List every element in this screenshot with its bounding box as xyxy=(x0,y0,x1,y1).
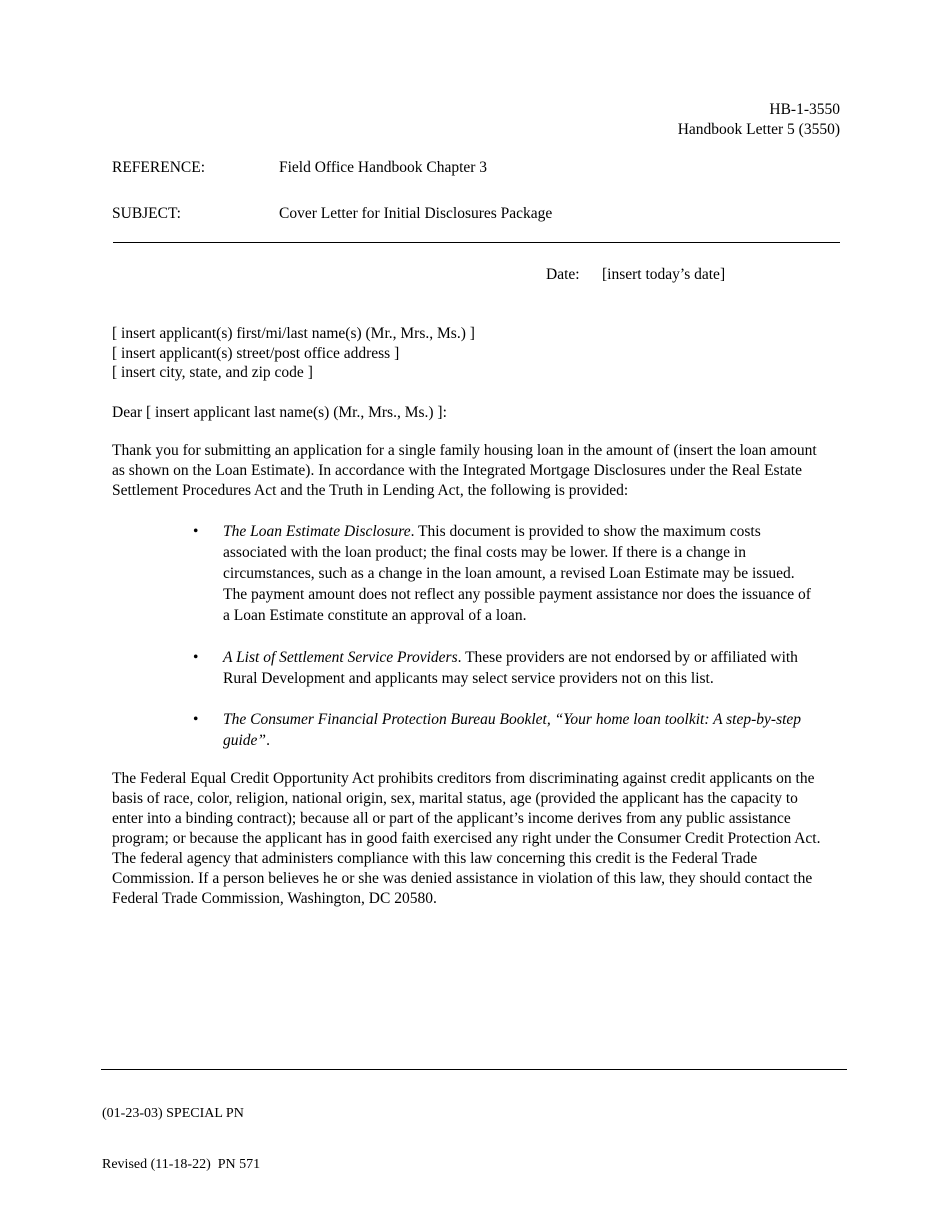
list-item-title: The Consumer Financial Protection Bureau Booklet, “Your home loan toolkit: A step-by-step guide” xyxy=(223,711,802,749)
bullet-icon: • xyxy=(193,711,199,728)
address-line-name: [ insert applicant(s) first/mi/last name(s) (Mr., Mrs., Ms.) ] xyxy=(112,325,475,342)
document-header xyxy=(678,100,840,140)
date-row xyxy=(546,265,726,285)
list-item-text xyxy=(223,647,815,689)
bullet-icon: • xyxy=(193,523,199,540)
list-item-body: . xyxy=(266,732,270,749)
address-line-city: [ insert city, state, and zip code ] xyxy=(112,364,313,381)
list-item-title: A List of Settlement Service Providers xyxy=(223,649,458,666)
date-value: [insert today’s date] xyxy=(602,266,726,283)
address-line-street: [ insert applicant(s) street/post office address ] xyxy=(112,344,400,362)
list-item-text xyxy=(223,709,815,751)
document-code: HB-1-3550 xyxy=(769,101,840,118)
date-label: Date: xyxy=(546,266,580,283)
list-item-body: . These providers are not endorsed by or affiliated with Rural Development and applicants may select service providers not on this list. xyxy=(223,649,798,687)
page-footer xyxy=(102,1071,260,1190)
list-item-text xyxy=(223,521,815,626)
list-item-body: . This document is provided to show the maximum costs associated with the loan product; the final costs may be lower. If there is a change in circumstances, such as a change in the loan amount, a revised Loan Estimate may be issued. The payment amount does not reflect any possible payment assistance nor does the issuance of a Loan Estimate constitute an approval of a loan. xyxy=(223,523,811,624)
bullet-icon: • xyxy=(193,649,199,666)
subject-label: SUBJECT: xyxy=(112,205,181,222)
footer-date-line: (01-23-03) SPECIAL PN xyxy=(102,1106,244,1121)
intro-paragraph: Thank you for submitting an application for a single family housing loan in the amount of (insert the loan amount as shown on the Loan Estimate). In accordance with the Integrated Mortgage Disclosures under the Real Estate Settlement Procedures Act and the Truth in Lending Act, the following is provided: xyxy=(112,442,817,499)
reference-label: REFERENCE: xyxy=(112,159,206,176)
handbook-letter-label: Handbook Letter 5 (3550) xyxy=(677,121,840,138)
applicant-address xyxy=(112,324,475,383)
footer-revised-line: Revised (11-18-22) PN 571 xyxy=(102,1157,261,1172)
header-divider xyxy=(113,242,840,243)
salutation: Dear [ insert applicant last name(s) (Mr., Mrs., Ms.) ]: xyxy=(112,404,447,421)
ecoa-paragraph: The Federal Equal Credit Opportunity Act prohibits creditors from discriminating against credit applicants on the basis of race, color, religion, national origin, sex, marital status, age (provided the applicant has the capacity to enter into a binding contract); because all or part of the applicant’s income derives from any public assistance program; or because the applicant has in good faith exercised any right under the Consumer Credit Protection Act. The federal agency that administers compliance with this law concerning this credit is the Federal Trade Commission. If a person believes he or she was denied assistance in violation of this law, they should contact the Federal Trade Commission, Washington, DC 20580. xyxy=(112,770,821,907)
footer-divider xyxy=(101,1069,847,1070)
subject-value: Cover Letter for Initial Disclosures Package xyxy=(279,205,553,222)
reference-value: Field Office Handbook Chapter 3 xyxy=(279,159,488,176)
list-item-title: The Loan Estimate Disclosure xyxy=(223,523,411,540)
